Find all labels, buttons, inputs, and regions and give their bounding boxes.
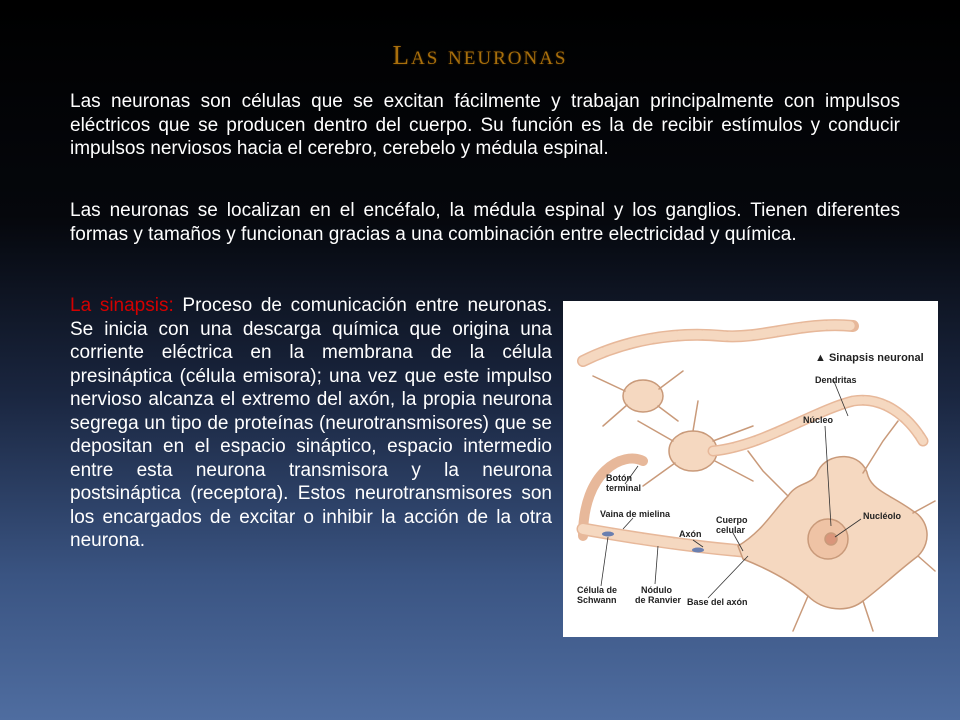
label-cuerpo-1: Cuerpo bbox=[716, 515, 748, 525]
label-cuerpo-2: celular bbox=[716, 525, 746, 535]
label-nucleo: Núcleo bbox=[803, 415, 834, 425]
synapse-label: La sinapsis: bbox=[70, 295, 174, 316]
label-nodulo-2: de Ranvier bbox=[635, 595, 682, 605]
label-vaina-mielina: Vaina de mielina bbox=[600, 509, 671, 519]
synapse-paragraph bbox=[70, 294, 552, 553]
label-schwann-2: Schwann bbox=[577, 595, 617, 605]
label-base-axon: Base del axón bbox=[687, 597, 748, 607]
synapse-text: Proceso de comunicación entre neuronas. Se inicia con una descarga química que origina una corriente eléctrica en la membrana de la célula presináptica (célula emisora); una vez que este impulso nervioso alcanza el extremo del axón, la propia neurona segrega un tipo de proteínas (neurotransmisores) que se depositan en el espacio sináptico, espacio intermedio entre esta neurona transmisora y la neurona postsináptica (receptora). Estos neurotransmisores son los encargados de excitar o inhibir la acción de la otra neurona. bbox=[70, 295, 552, 552]
paragraph-location: Las neuronas se localizan en el encéfalo, la médula espinal y los ganglios. Tienen diferentes formas y tamaños y funcionan gracias a una combinación entre electricidad y química. bbox=[70, 200, 900, 245]
label-axon: Axón bbox=[679, 529, 702, 539]
slide-title: Las neuronas bbox=[392, 40, 568, 70]
label-boton-2: terminal bbox=[606, 483, 642, 493]
neuron-diagram bbox=[563, 301, 938, 637]
neuron-synapse-illustration bbox=[563, 301, 938, 637]
label-boton-1: Botón bbox=[606, 473, 632, 483]
label-nucleolo: Nucléolo bbox=[863, 511, 902, 521]
label-nodulo-1: Nódulo bbox=[641, 585, 672, 595]
caption-sinapsis-neuronal: ▲ Sinapsis neuronal bbox=[815, 352, 924, 364]
paragraph-intro: Las neuronas son células que se excitan fácilmente y trabajan principalmente con impulsos eléctricos que se producen dentro del cuerpo. Su función es la de recibir estímulos y conducir impulsos nerviosos hacia el cerebro, cerebelo y médula espinal. bbox=[70, 91, 900, 160]
label-dendritas: Dendritas bbox=[815, 375, 857, 385]
label-schwann-1: Célula de bbox=[577, 585, 618, 595]
